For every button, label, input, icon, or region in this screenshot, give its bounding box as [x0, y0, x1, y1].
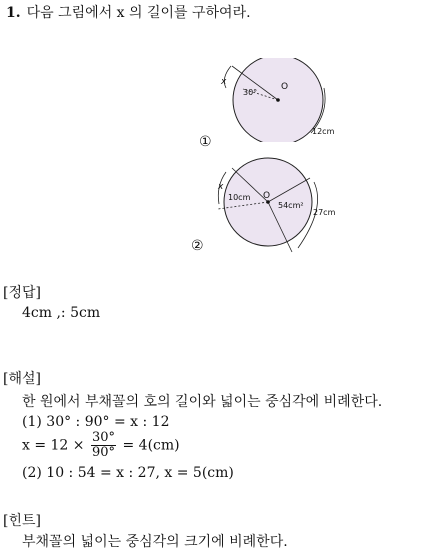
figure-1-label: ① [199, 134, 212, 150]
figure-2-diagram [214, 156, 346, 256]
question-text: 다음 그림에서 x 의 길이를 구하여라. [26, 5, 251, 21]
figure-1-diagram [215, 58, 335, 142]
area-big-label: 54cm² [278, 201, 304, 210]
arc-length-label: 27cm [313, 208, 336, 217]
solution-line-2-pre: x = 12 × [22, 437, 85, 454]
figure-2-label: ② [191, 238, 204, 254]
area-small-label: 10cm [228, 193, 251, 202]
solution-line-3: (2) 10 : 54 = x : 27, x = 5(cm) [22, 465, 234, 481]
fraction-denominator: 90° [91, 445, 116, 460]
solution-line-2 [22, 431, 180, 460]
solution-header: [해설] [3, 371, 41, 387]
solution-intro: 한 원에서 부채꼴의 호의 길이와 넓이는 중심각에 비례한다. [22, 394, 383, 410]
x-label: x [221, 77, 227, 87]
arc-length-label: 12cm [312, 127, 335, 136]
x-label: x [218, 182, 224, 192]
answer-text: 4cm ,: 5cm [22, 305, 101, 321]
fraction [91, 431, 116, 460]
answer-header: [정답] [3, 285, 41, 301]
hint-text: 부채꼴의 넓이는 중심각의 크기에 비례한다. [22, 534, 288, 550]
hint-header: [힌트] [3, 513, 41, 529]
question-number: 1. [6, 5, 21, 21]
solution-line-1: (1) 30° : 90° = x : 12 [22, 414, 170, 430]
angle-label: 30° [243, 88, 258, 97]
fraction-numerator: 30° [91, 430, 116, 445]
center-label: O [281, 82, 289, 92]
question [6, 2, 251, 22]
center-label: O [263, 191, 271, 201]
solution-line-2-post: = 4(cm) [122, 437, 180, 454]
